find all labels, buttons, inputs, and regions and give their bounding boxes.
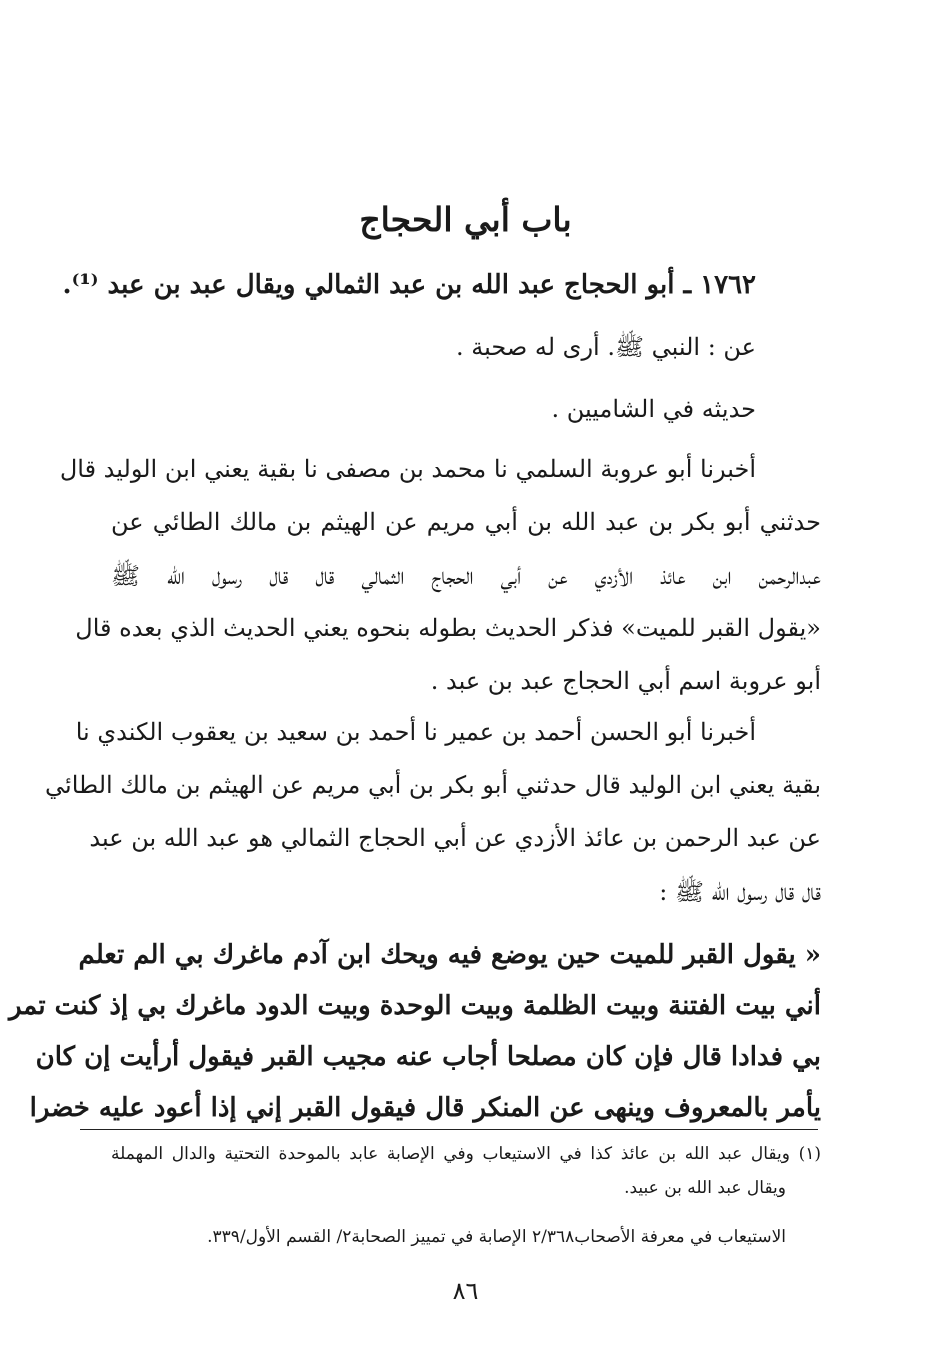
footnote-line: الاستيعاب في معرفة الأصحاب٢/٣٦٨ الإصابة في تمييز الصحابة٢/ القسم الأول/٣٣٩. — [207, 1227, 786, 1247]
page-number: ٨٦ — [452, 1277, 479, 1305]
paragraph-line: بقية يعني ابن الوليد قال حدثني أبو بكر بن أبي مريم عن الهيثم بن مالك الطائي — [45, 771, 821, 799]
paragraph-line: عبدالرحمن ابن عائذ الأزدي عن أبي الحجاج الثمالي قال قال رسول الله ﷺ — [111, 562, 821, 590]
footnote-line: ويقال عبد الله بن عبيد. — [624, 1178, 786, 1198]
footnote-line: (١) ويقال عبد الله بن عائذ كذا في الاستيعاب وفي الإصابة عابد بالموحدة التحتية والدال المهملة — [111, 1144, 821, 1164]
hadith-line: بي فدادا قال فإن كان مصلحا أجاب عنه مجيب القبر فيقول أرأيت إن كان — [35, 1042, 821, 1072]
intro-line: عن : النبي ﷺ. أرى له صحبة . — [456, 333, 756, 361]
paragraph-line: أبو عروبة اسم أبي الحجاج عبد بن عبد . — [430, 667, 821, 695]
intro-line: حديثه في الشاميين . — [551, 395, 756, 423]
hadith-line: يأمر بالمعروف وينهى عن المنكر قال فيقول القبر إني إذا أعود عليه خضرا — [29, 1093, 821, 1123]
paragraph-line: قال قال رسول الله ﷺ : — [659, 878, 821, 906]
hadith-line: « يقول القبر للميت حين يوضع فيه ويحك ابن آدم ماغرك بي الم تعلم — [78, 940, 821, 970]
footnote-separator — [80, 1129, 818, 1130]
chapter-title: باب أبي الحجاج — [359, 200, 572, 239]
hadith-line: أني بيت الفتنة وبيت الظلمة وبيت الوحدة وبيت الدود ماغرك بي إذ كنت تمر — [8, 991, 821, 1021]
paragraph-line: عن عبد الرحمن بن عائذ الأزدي عن أبي الحجاج الثمالي هو عبد الله بن عبد — [89, 824, 821, 852]
paragraph-line: أخبرنا أبو الحسن أحمد بن عمير نا أحمد بن سعيد بن يعقوب الكندي نا — [75, 718, 756, 746]
paragraph-line: «يقول القبر للميت» فذكر الحديث بطوله بنحوه يعني الحديث الذي بعده قال — [75, 614, 821, 642]
entry-heading: ١٧٦٢ ـ أبو الحجاج عبد الله بن عبد الثمالي ويقال عبد بن عبد ⁽¹⁾. — [62, 270, 756, 300]
paragraph-line: أخبرنا أبو عروبة السلمي نا محمد بن مصفى نا بقية يعني ابن الوليد قال — [59, 455, 756, 483]
paragraph-line: حدثني أبو بكر بن عبد الله بن أبي مريم عن الهيثم بن مالك الطائي عن — [111, 508, 821, 536]
